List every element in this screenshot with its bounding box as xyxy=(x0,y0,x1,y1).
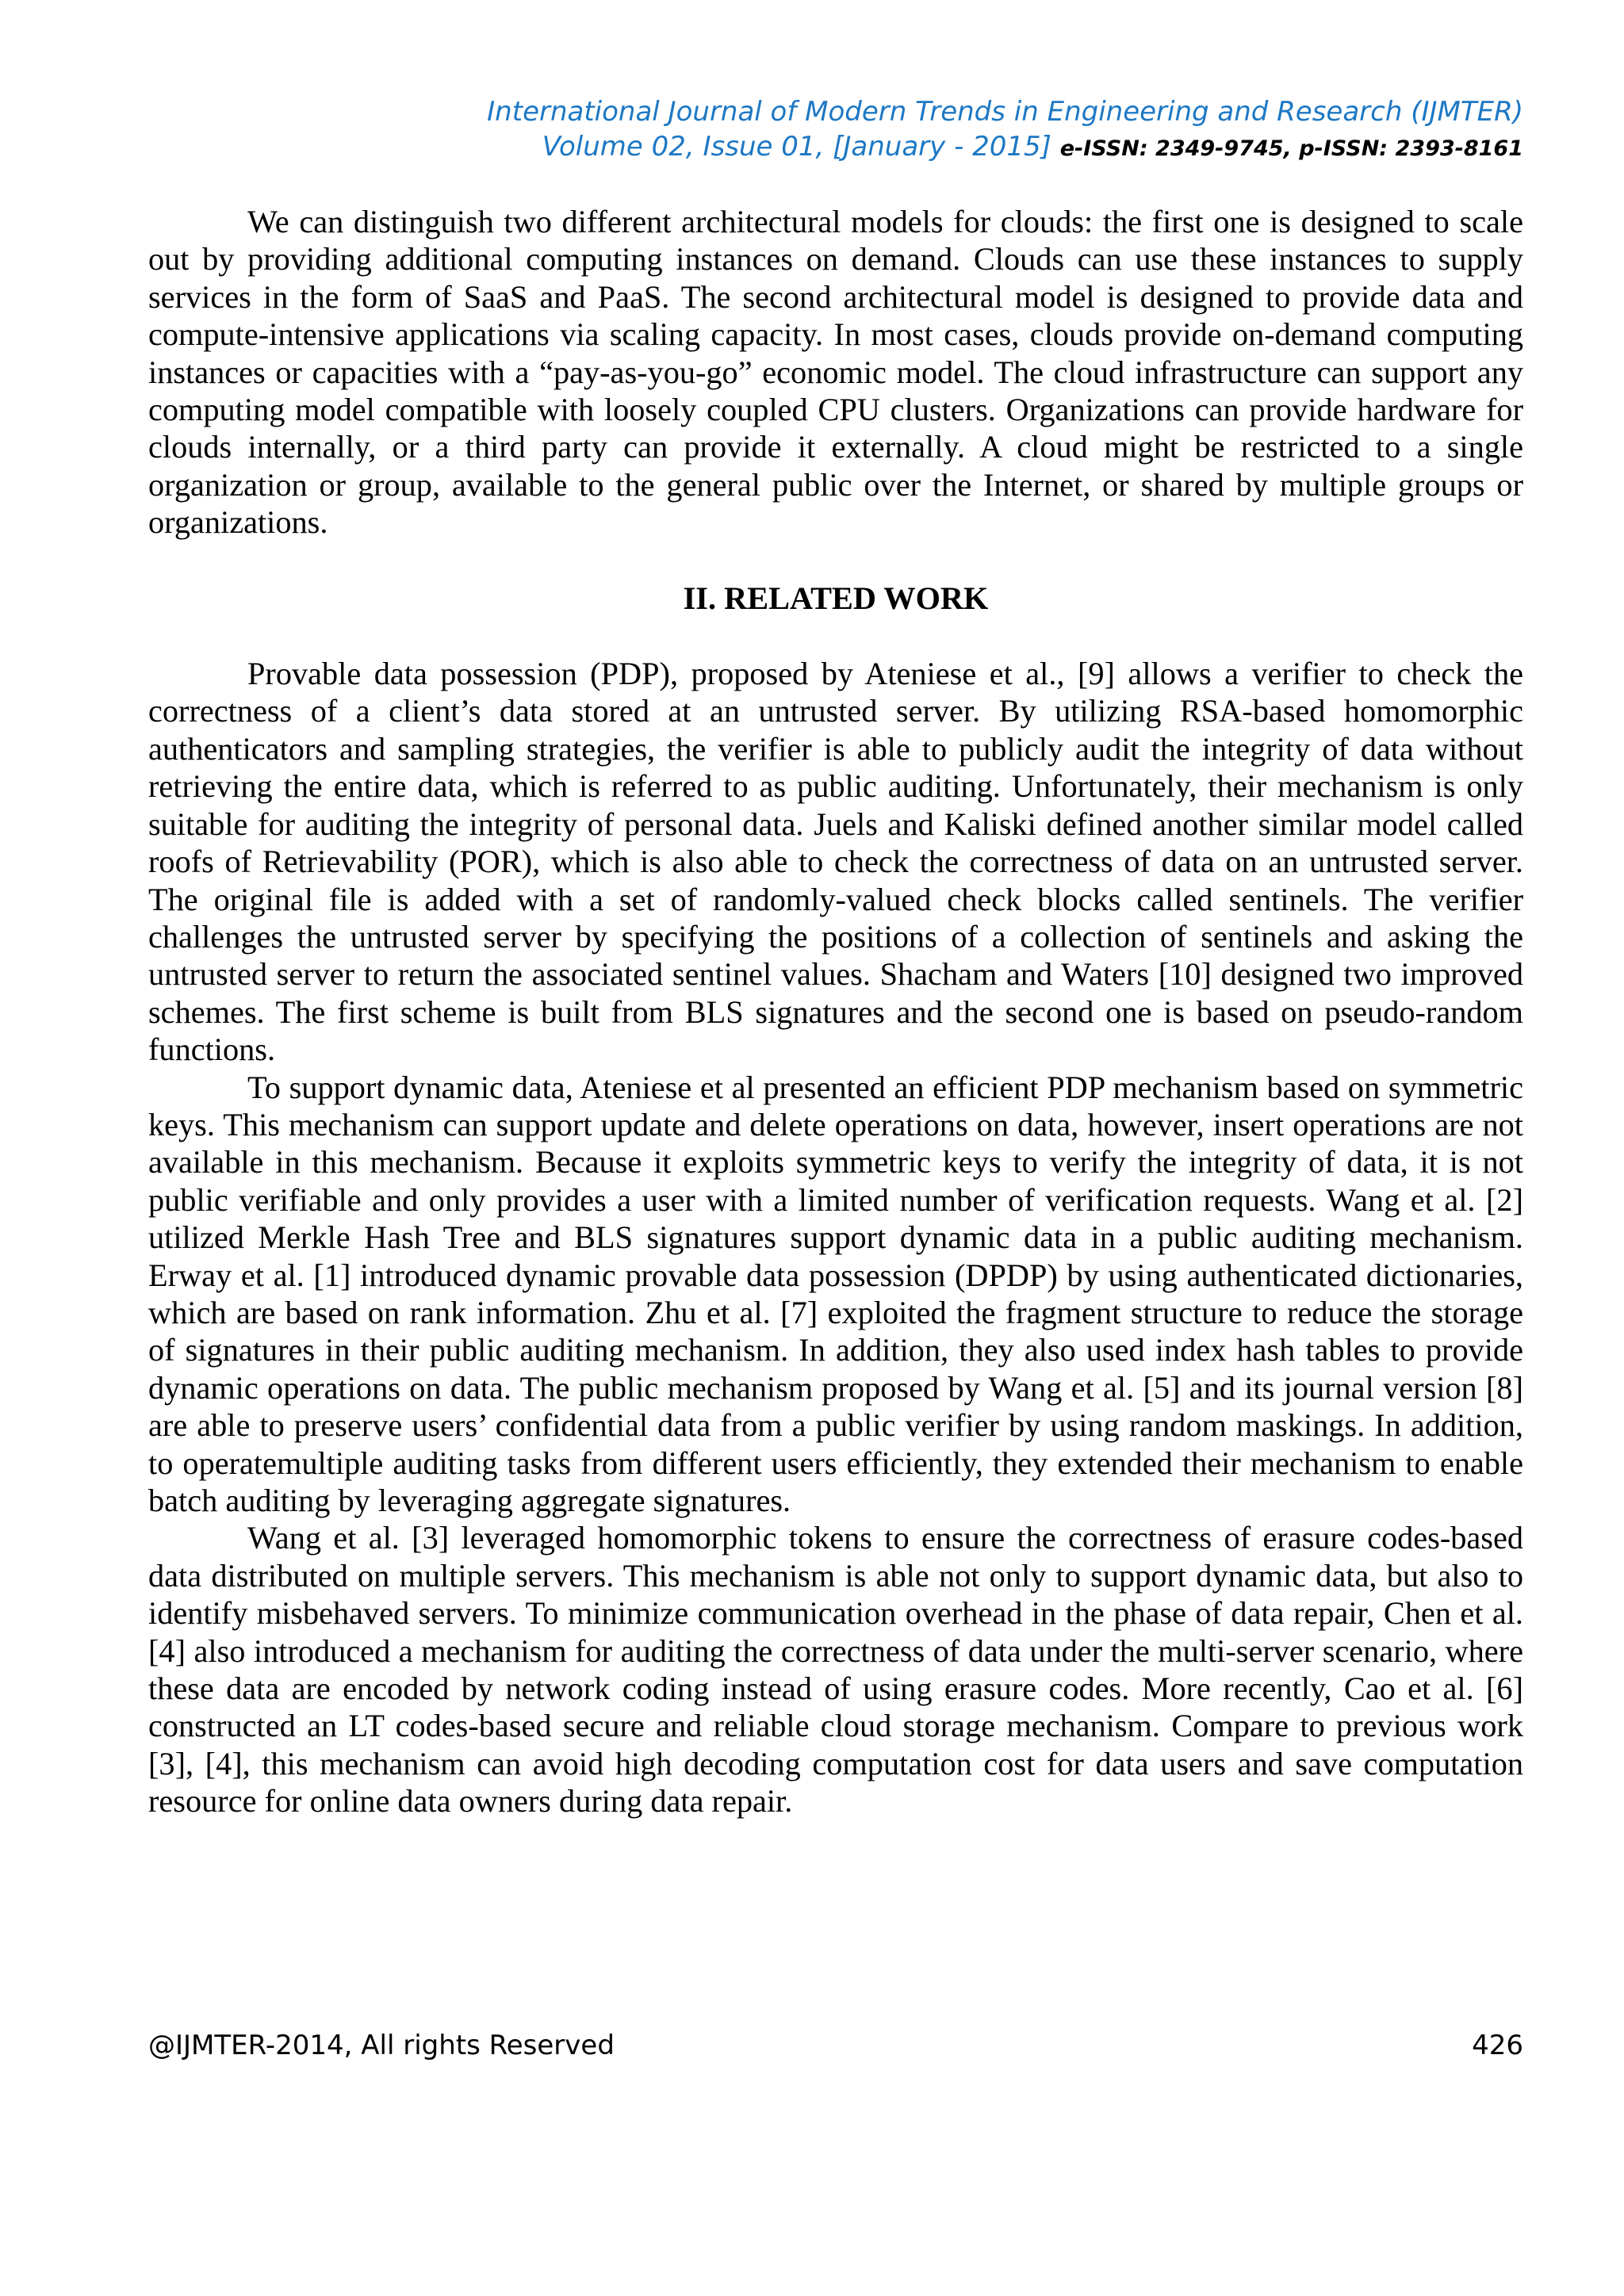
page-number: 426 xyxy=(1472,2030,1523,2061)
journal-volume-line xyxy=(487,129,1523,166)
copyright-notice: @IJMTER-2014, All rights Reserved xyxy=(148,2030,615,2061)
intro-paragraph: We can distinguish two different architectural models for clouds: the first one is designed to scale out by providing additional computing instances on demand. Clouds can use these instances to supply services in the form of SaaS and PaaS. The second architectural model is designed to provide data and compute-intensive applications via scaling capacity. In most cases, clouds provide on-demand computing instances or capacities with a “pay-as-you-go” economic model. The cloud infrastructure can support any computing model compatible with loosely coupled CPU clusters. Organizations can provide hardware for clouds internally, or a third party can provide it externally. A cloud might be restricted to a single organization or group, available to the general public over the Internet, or shared by multiple groups or organizations. xyxy=(148,204,1523,541)
paragraph: Provable data possession (PDP), proposed by Ateniese et al., [9] allows a verifier to check the correctness of a client’s data stored at an untrusted server. By utilizing RSA-based homomorphic authenticators and sampling strategies, the verifier is able to publicly audit the integrity of data without retrieving the entire data, which is referred to as public auditing. Unfortunately, their mechanism is only suitable for auditing the integrity of personal data. Juels and Kaliski defined another similar model called roofs of Retrievability (POR), which is also able to check the correctness of data on an untrusted server. The original file is added with a set of randomly-valued check blocks called sentinels. The verifier challenges the untrusted server by specifying the positions of a collection of sentinels and asking the untrusted server to return the associated sentinel values. Shacham and Waters [10] designed two improved schemes. The first scheme is built from BLS signatures and the second one is based on pseudo-random functions. xyxy=(148,656,1523,1068)
journal-header xyxy=(487,94,1523,166)
article-body xyxy=(148,203,1523,1820)
paragraph: To support dynamic data, Ateniese et al presented an efficient PDP mechanism based on symmetric keys. This mechanism can support update and delete operations on data, however, insert operations are not available in this mechanism. Because it exploits symmetric keys to verify the integrity of data, it is not public verifiable and only provides a user with a limited number of verification requests. Wang et al. [2] utilized Merkle Hash Tree and BLS signatures support dynamic data in a public auditing mechanism. Erway et al. [1] introduced dynamic provable data possession (DPDP) by using authenticated dictionaries, which are based on rank information. Zhu et al. [7] exploited the fragment structure to reduce the storage of signatures in their public auditing mechanism. In addition, they also used index hash tables to provide dynamic operations on data. The public mechanism proposed by Wang et al. [5] and its journal version [8] are able to preserve users’ confidential data from a public verifier by using random maskings. In addition, to operatemultiple auditing tasks from different users efficiently, they extended their mechanism to enable batch auditing by leveraging aggregate signatures. xyxy=(148,1069,1523,1518)
section-heading: II. RELATED WORK xyxy=(683,580,989,616)
journal-volume: Volume 02, Issue 01, [January - 2015] xyxy=(542,131,1051,163)
paragraph: Wang et al. [3] leveraged homomorphic tokens to ensure the correctness of erasure codes-based data distributed on multiple servers. This mechanism is able not only to support dynamic data, but also to identify misbehaved servers. To minimize communication overhead in the phase of data repair, Chen et al. [4] also introduced a mechanism for auditing the correctness of data under the multi-server scenario, where these data are encoded by network coding instead of using erasure codes. More recently, Cao et al. [6] constructed an LT codes-based secure and reliable cloud storage mechanism. Compare to previous work [3], [4], this mechanism can avoid high decoding computation cost for data users and save computation resource for online data owners during data repair. xyxy=(148,1520,1523,1820)
journal-title: International Journal of Modern Trends in Engineering and Research (IJMTER) xyxy=(487,96,1523,128)
journal-issn: e-ISSN: 2349-9745, p-ISSN: 2393-8161 xyxy=(1059,136,1523,161)
